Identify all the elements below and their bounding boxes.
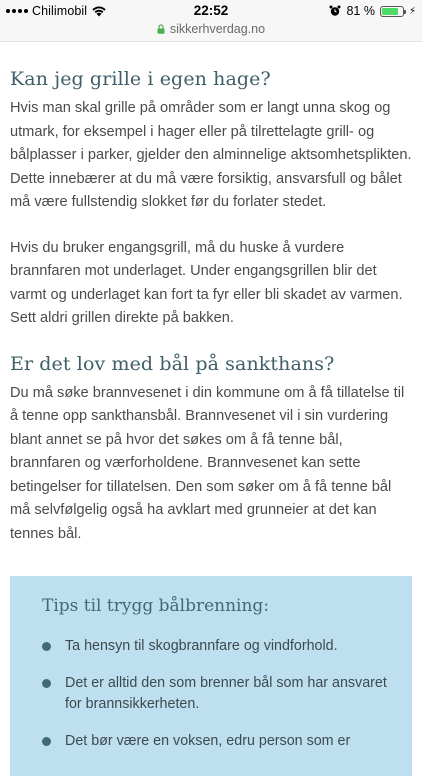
paragraph: Hvis du bruker engangsgrill, må du huske å vurdere brannfaren mot underlaget. Under engangsgrillen blir det varmt og underlaget kan fort ta fyr eller bli skadet av varmen. Sett aldri grillen direkte på bakken. bbox=[10, 239, 403, 326]
address-bar[interactable] bbox=[0, 21, 422, 37]
list-item bbox=[42, 636, 392, 657]
url-text: sikkerhverdag.no bbox=[169, 22, 266, 36]
battery-icon bbox=[380, 6, 404, 17]
list-item-text: Det er alltid den som brenner bål som har ansvaret for brannsikkerheten. bbox=[65, 675, 387, 712]
bullet-icon bbox=[42, 737, 51, 746]
battery-percent: 81 % bbox=[346, 4, 375, 18]
battery-fill bbox=[382, 8, 398, 15]
list-item-text: Ta hensyn til skogbrannfare og vindforhold. bbox=[65, 638, 338, 654]
tips-box bbox=[10, 576, 412, 776]
list-item bbox=[42, 731, 392, 752]
status-bar bbox=[0, 0, 422, 42]
bullet-icon bbox=[42, 642, 51, 651]
paragraph: Hvis man skal grille på områder som er langt unna skog og utmark, for eksempel i hager eller på tilrettelagte grill- og bålplasser i parker, gjelder den alminnelige aktsomhetsplikten. Dette innebærer at du må være forsiktig, ansvarsfull og bålet må være fullstendig slokket før du forlater stedet. bbox=[10, 100, 412, 210]
paragraph: Du må søke brannvesenet i din kommune om å få tillatelse til å tenne opp sankthansbål. Brannvesenet vil i sin vurdering blant annet se på hvor det søkes om å få tenne bål, brannfaren og værforholdene. Brannvesenet kan sette betingelser for tillatelsen. Den som søker om å få tenne bål må selvfølgelig også ha avklart med grunneier at det kan tennes bål. bbox=[10, 384, 405, 542]
article-content bbox=[10, 52, 414, 568]
section-heading-sankthans: Er det lov med bål på sankthans? bbox=[10, 352, 335, 375]
list-item bbox=[42, 673, 392, 715]
status-row bbox=[0, 3, 422, 19]
tips-title: Tips til trygg bålbrenning: bbox=[42, 596, 270, 616]
section-heading-grill: Kan jeg grille i egen hage? bbox=[10, 68, 271, 90]
charging-icon: ⚡ bbox=[408, 5, 416, 17]
tips-list bbox=[42, 636, 392, 752]
lock-icon bbox=[157, 24, 165, 34]
list-item-text: Det bør være en voksen, edru person som er bbox=[65, 733, 351, 749]
bullet-icon bbox=[42, 679, 51, 688]
carrier-name: Chilimobil bbox=[32, 4, 88, 18]
clock: 22:52 bbox=[193, 3, 229, 18]
